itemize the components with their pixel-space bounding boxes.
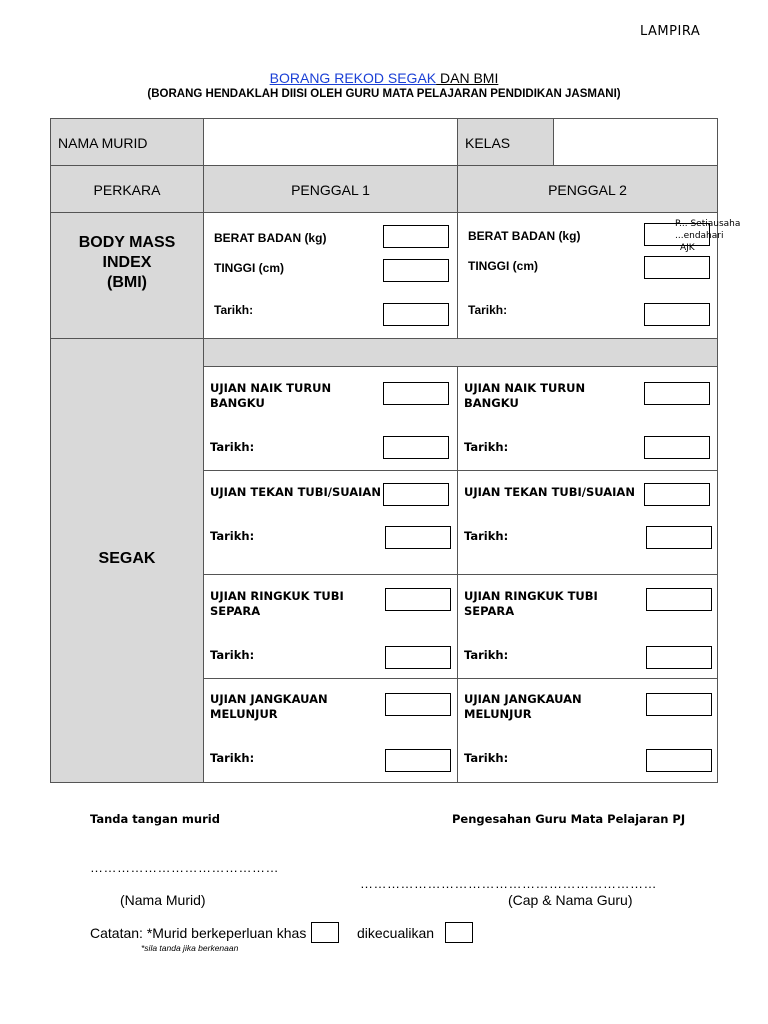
overlay-line1: P... Setiausaha bbox=[675, 219, 741, 229]
nama-murid-cell bbox=[50, 118, 204, 166]
test1-line1-p2: UJIAN NAIK TURUN bbox=[464, 381, 586, 395]
test2-tarikh-input-p1[interactable] bbox=[385, 526, 451, 549]
overlay-line3: AJK bbox=[680, 243, 695, 253]
test4-tarikh-label-p1: Tarikh: bbox=[210, 751, 255, 765]
sign-student-label: Tanda tangan murid bbox=[90, 812, 220, 826]
test3-line2-p2: SEPARA bbox=[464, 604, 515, 618]
test1-input-p1[interactable] bbox=[383, 382, 449, 405]
test3-label-p2 bbox=[464, 589, 598, 619]
tinggi-label-p2: TINGGI (cm) bbox=[468, 259, 539, 273]
overlay-annotation bbox=[675, 218, 740, 254]
overlay-line2: ...endahari bbox=[675, 231, 724, 241]
test3-tarikh-label-p2: Tarikh: bbox=[464, 648, 509, 662]
test1-tarikh-input-p2[interactable] bbox=[644, 436, 710, 459]
tinggi-input-p1[interactable] bbox=[383, 259, 449, 282]
title-rest: DAN BMI bbox=[436, 70, 499, 86]
student-signature-line[interactable]: …………………………………… bbox=[90, 860, 279, 875]
test2-tarikh-input-p2[interactable] bbox=[646, 526, 712, 549]
test1-tarikh-label-p2: Tarikh: bbox=[464, 440, 509, 454]
cap-nama-caption: (Cap & Nama Guru) bbox=[508, 892, 633, 908]
note-small: *sila tanda jika berkenaan bbox=[141, 943, 239, 953]
khas-checkbox[interactable] bbox=[311, 922, 339, 943]
penggal1-header bbox=[203, 165, 458, 213]
test1-tarikh-input-p1[interactable] bbox=[383, 436, 449, 459]
test3-label-p1 bbox=[210, 589, 344, 619]
test2-tarikh-label-p1: Tarikh: bbox=[210, 529, 255, 543]
bmi-title bbox=[51, 233, 203, 293]
test2-input-p2[interactable] bbox=[644, 483, 710, 506]
test1-input-p2[interactable] bbox=[644, 382, 710, 405]
corner-label: LAMPIRA bbox=[640, 24, 701, 39]
test4-line1-p2: UJIAN JANGKAUAN bbox=[464, 692, 582, 706]
test4-tarikh-input-p1[interactable] bbox=[385, 749, 451, 772]
test1-line2-p2: BANGKU bbox=[464, 396, 519, 410]
catatan-label: Catatan: *Murid berkeperluan khas bbox=[90, 925, 307, 941]
dikecualikan-label: dikecualikan bbox=[357, 925, 435, 941]
penggal2-label: PENGGAL 2 bbox=[548, 182, 627, 198]
dikecualikan-checkbox[interactable] bbox=[445, 922, 473, 943]
perkara-cell bbox=[50, 165, 204, 213]
title-link[interactable]: BORANG REKOD SEGAK bbox=[269, 70, 437, 86]
test4-line2-p1: MELUNJUR bbox=[210, 707, 278, 721]
test4-line2-p2: MELUNJUR bbox=[464, 707, 532, 721]
penggal2-header bbox=[457, 165, 718, 213]
kelas-cell bbox=[457, 118, 554, 166]
tarikh-input-bmi-p1[interactable] bbox=[383, 303, 449, 326]
nama-murid-caption: (Nama Murid) bbox=[120, 892, 206, 908]
form-title bbox=[0, 70, 768, 86]
nama-murid-label: NAMA MURID bbox=[58, 135, 148, 151]
segak-cell bbox=[50, 338, 204, 783]
test3-line1-p1: UJIAN RINGKUK TUBI bbox=[210, 589, 344, 603]
kelas-field[interactable] bbox=[553, 118, 718, 166]
tarikh-input-bmi-p2[interactable] bbox=[644, 303, 710, 326]
perkara-label: PERKARA bbox=[93, 182, 161, 198]
test3-input-p2[interactable] bbox=[646, 588, 712, 611]
nama-murid-field[interactable] bbox=[203, 118, 458, 166]
test3-line2-p1: SEPARA bbox=[210, 604, 261, 618]
test4-line1-p1: UJIAN JANGKAUAN bbox=[210, 692, 328, 706]
test3-tarikh-input-p2[interactable] bbox=[646, 646, 712, 669]
test2-label-p2: UJIAN TEKAN TUBI/SUAIAN bbox=[464, 485, 635, 499]
test4-input-p2[interactable] bbox=[646, 693, 712, 716]
test1-tarikh-label-p1: Tarikh: bbox=[210, 440, 255, 454]
berat-input-p1[interactable] bbox=[383, 225, 449, 248]
test4-label-p1 bbox=[210, 692, 328, 722]
tarikh-label-bmi-p2: Tarikh: bbox=[468, 303, 508, 317]
test1-line2-p1: BANGKU bbox=[210, 396, 265, 410]
berat-label-p1: BERAT BADAN (kg) bbox=[214, 231, 327, 245]
bmi-title-line1: BODY MASS bbox=[78, 234, 176, 251]
bmi-cell bbox=[50, 212, 204, 339]
test1-label-p1 bbox=[210, 381, 331, 411]
test4-tarikh-label-p2: Tarikh: bbox=[464, 751, 509, 765]
teacher-verify-label: Pengesahan Guru Mata Pelajaran PJ bbox=[452, 812, 686, 826]
form-subtitle: (BORANG HENDAKLAH DIISI OLEH GURU MATA PELAJARAN PENDIDIKAN JASMANI) bbox=[147, 88, 621, 100]
segak-title: SEGAK bbox=[98, 550, 156, 567]
kelas-label: KELAS bbox=[465, 135, 511, 151]
bmi-title-line3: (BMI) bbox=[107, 274, 147, 291]
tarikh-label-bmi-p1: Tarikh: bbox=[214, 303, 254, 317]
test2-label-p1: UJIAN TEKAN TUBI/SUAIAN bbox=[210, 485, 381, 499]
test4-tarikh-input-p2[interactable] bbox=[646, 749, 712, 772]
test2-input-p1[interactable] bbox=[383, 483, 449, 506]
penggal1-label: PENGGAL 1 bbox=[291, 182, 370, 198]
test3-tarikh-label-p1: Tarikh: bbox=[210, 648, 255, 662]
test3-tarikh-input-p1[interactable] bbox=[385, 646, 451, 669]
test4-label-p2 bbox=[464, 692, 582, 722]
test3-line1-p2: UJIAN RINGKUK TUBI bbox=[464, 589, 598, 603]
segak-header-strip bbox=[203, 338, 718, 367]
bmi-title-line2: INDEX bbox=[102, 254, 152, 271]
test1-label-p2 bbox=[464, 381, 585, 411]
test1-line1-p1: UJIAN NAIK TURUN bbox=[210, 381, 332, 395]
test3-input-p1[interactable] bbox=[385, 588, 451, 611]
tinggi-input-p2[interactable] bbox=[644, 256, 710, 279]
tinggi-label-p1: TINGGI (cm) bbox=[214, 261, 285, 275]
berat-label-p2: BERAT BADAN (kg) bbox=[468, 229, 581, 243]
teacher-signature-line[interactable]: ………………………………………………………… bbox=[360, 876, 657, 891]
test4-input-p1[interactable] bbox=[385, 693, 451, 716]
test2-tarikh-label-p2: Tarikh: bbox=[464, 529, 509, 543]
